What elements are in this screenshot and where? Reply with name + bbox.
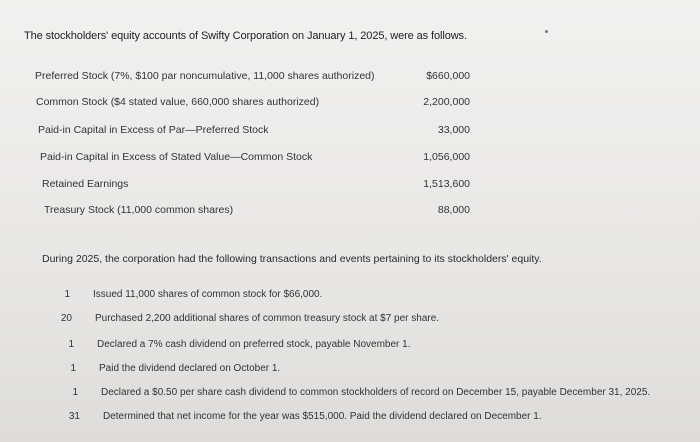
account-row	[35, 70, 475, 84]
transaction-day: 1	[70, 363, 76, 374]
transaction-description: Purchased 2,200 additional shares of common treasury stock at $7 per share.	[95, 313, 440, 324]
account-label: Paid-in Capital in Excess of Stated Value—Common Stock	[40, 151, 313, 163]
account-label: Preferred Stock (7%, $100 par noncumulative, 11,000 shares authorized)	[35, 70, 375, 82]
stray-mark	[545, 30, 548, 33]
transaction-row	[56, 387, 676, 401]
account-value: 1,513,600	[423, 178, 470, 190]
transaction-day: 1	[64, 289, 70, 300]
account-label: Treasury Stock (11,000 common shares)	[44, 204, 234, 216]
transaction-row	[54, 363, 674, 377]
transaction-description: Issued 11,000 shares of common stock for $66,000.	[93, 289, 323, 300]
account-label: Common Stock ($4 stated value, 660,000 shares authorized)	[36, 96, 320, 108]
transaction-day: 1	[68, 339, 74, 350]
account-value: 1,056,000	[423, 151, 470, 163]
account-label: Retained Earnings	[42, 178, 129, 190]
transaction-row	[50, 313, 670, 327]
account-label: Paid-in Capital in Excess of Par—Preferred Stock	[38, 124, 269, 136]
account-value: 88,000	[437, 204, 470, 216]
transaction-description: Paid the dividend declared on October 1.	[99, 363, 281, 374]
account-row	[40, 151, 480, 165]
account-value: $660,000	[426, 70, 470, 82]
transaction-day: 1	[72, 387, 78, 398]
account-row	[38, 124, 478, 138]
transaction-description: Declared a 7% cash dividend on preferred stock, payable November 1.	[97, 339, 411, 350]
account-value: 33,000	[437, 124, 470, 136]
account-row	[44, 204, 484, 218]
transaction-row	[58, 411, 678, 425]
transaction-description: Determined that net income for the year was $515,000. Paid the dividend declared on December 1.	[103, 411, 542, 422]
transaction-day: 31	[68, 411, 80, 422]
transaction-row	[48, 289, 668, 303]
account-row	[42, 178, 482, 192]
account-row	[36, 96, 476, 110]
transactions-intro: During 2025, the corporation had the following transactions and events pertaining to its stockholders' equity.	[42, 253, 542, 265]
transaction-day: 20	[60, 313, 72, 324]
account-value: 2,200,000	[423, 96, 470, 108]
transaction-row	[52, 339, 672, 353]
problem-heading: The stockholders' equity accounts of Swifty Corporation on January 1, 2025, were as follows.	[24, 30, 467, 42]
transaction-description: Declared a $0.50 per share cash dividend to common stockholders of record on December 15, payable December 31, 2025.	[101, 387, 651, 398]
